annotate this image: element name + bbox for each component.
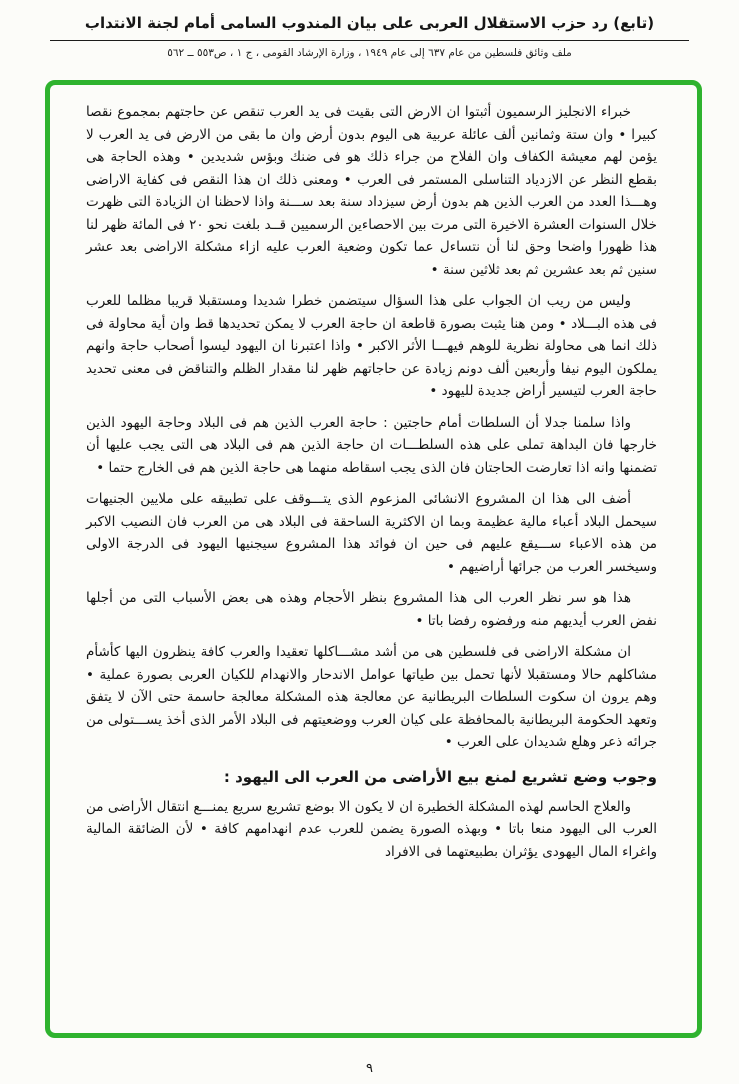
section-heading: وجوب وضع تشريع لمنع بيع الأراضى من العرب الى اليهود : — [223, 767, 657, 786]
document-title: (تابع) رد حزب الاستقلال العربى على بيان المندوب السامى أمام لجنة الانتداب — [84, 14, 655, 32]
content-frame — [45, 80, 702, 1038]
paragraph: هذا هو سر نظر العرب الى هذا المشروع بنظر الأحجام وهذه هى بعض الأسباب التى من أجلها نفض العرب أيديهم منه ورفضوه رفضا باتا • — [86, 590, 657, 629]
source-citation-line: ملف وثائق فلسطين من عام ٦٣٧ إلى عام ١٩٤٩ ، وزارة الإرشاد القومى ، ج ١ ، ص٥٥٣ ــ ٥٦٢ — [167, 47, 572, 59]
document-header — [0, 0, 739, 60]
paragraph: والعلاج الحاسم لهذه المشكلة الخطيرة ان لا يكون الا بوضع تشريع سريع يمنـــع انتقال الأراضى من العرب الى اليهود منعا باتا • وبهذه الصورة يضمن للعرب عدم انهدامهم كافة • لأن الضائقة المالية واغراء المال اليهودى يؤثران بطبيعتهما فى الافراد — [86, 798, 657, 860]
paragraph: واذا سلمنا جدلا أن السلطات أمام حاجتين : حاجة العرب الذين هم فى البلاد وحاجة اليهود الذين خارجها فان البداهة تملى على هذه السلطـــات ان حاجة الذين هم فى البلاد هى التى يجب عليها أن تضمنها وانه اذا تعارضت الحاجتان فان الذى يجب اسقاطه منهما هى حاجة الذين هم فى الخارج حتما • — [86, 414, 657, 476]
paragraph: وليس من ريب ان الجواب على هذا السؤال سيتضمن خطرا شديدا ومستقبلا قريبا مظلما للعرب فى هذه البـــلاد • ومن هنا يثبت بصورة قاطعة ان حاجة العرب لا يمكن تحديدها قط وان أية محاولة فى ذلك انما هى محاولة نظرية للوهم فيهـــا الأثر الاكبر • واذا اعتبرنا ان اليهود ليسوا أصحاب حاجة وانهم يملكون اليوم نيفا وأربعين ألف دونم زيادة عن حاجاتهم ظهر لنا مقدار الظلم والتناقض فى معنى تحديد حاجة العرب لتيسير أراض جديدة لليهود • — [86, 293, 657, 399]
paragraph: ان مشكلة الاراضى فى فلسطين هى من أشد مشـــاكلها تعقيدا والعرب كافة ينظرون اليها كأشأم مشاكلهم حالا ومستقبلا لأنها تحمل بين طياتها عوامل الاندحار والانهدام للكيان العربى بصورة عملية • وهم يرون ان سكوت السلطات البريطانية عن معالجة هذه المشكلة معالجة حاسمة حتى الآن لا يتفق وتعهد الحكومة البريطانية بالمحافظة على كيان العرب ووضعيتهم فى البلاد الأمر الذى أخذ يســـتولى من جرائه ذعر وهلع شديدان على العرب • — [86, 644, 657, 750]
paragraph: خبراء الانجليز الرسميون أثبتوا ان الارض التى بقيت فى يد العرب تنقص عن حاجتهم بمجموع نقصا كبيرا • وان ستة وثمانين ألف عائلة عربية هى اليوم بدون أرض وان ما بقى من الارض فى يد العرب لا يؤمن لهم معيشة الكفاف وان الفلاح من جراء ذلك هو فى ضنك وبؤس شديدين • وهذه الحاجة هى بقطع النظر عن الازدياد التناسلى المستمر فى العرب • ومعنى ذلك ان هذا النقص فى كفاية الاراضى وهـــذا العدد من العرب الذين هم بدون أرض سيزداد سنة بعد ســـنة واذا لاحظنا ان الزيادة التى ظهرت خلال السنوات العشرة الاخيرة التى مرت بين الاحصاءين الرسميين قــد بلغت نحو ٢٠ فى المائة ظهر لنا هذا ظهورا واضحا وحق لنا أن نتساءل عما تكون وضعية العرب عليه ازاء مشكلة الاراضى بعد عشر سنين ثم بعد عشرين ثم بعد ثلاثين سنة • — [86, 104, 657, 278]
page-number: ٩ — [366, 1061, 373, 1076]
paragraph: أضف الى هذا ان المشروع الانشائى المزعوم الذى يتـــوقف على تطبيقه على ملايين الجنيهات سيحمل البلاد أعباء مالية عظيمة وبما ان الاكثرية الساحقة فى البلاد هى من العرب فان النصيب الاكبر من هذه الاعباء ســـيقع عليهم فى حين ان فوائد هذا المشروع سيجنيها اليهود فى الدرجة الاولى وسيخسر العرب من جرائها أراضيهم • — [86, 491, 657, 575]
header-divider — [50, 40, 689, 41]
